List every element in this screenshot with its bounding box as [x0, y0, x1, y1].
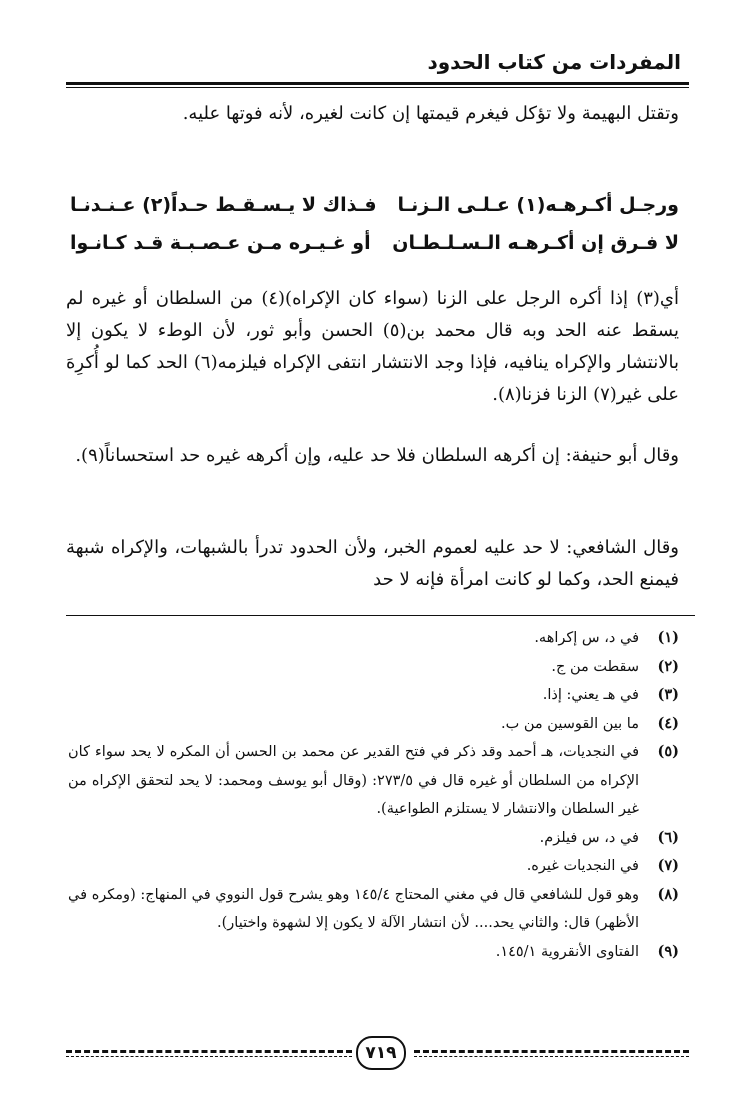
footnote-number: (٤) [657, 714, 679, 732]
verse-2-first-hemistich: لا فـرق إن أكـرهـه الـسـلـطـان [392, 232, 679, 254]
header-rule-thick [66, 82, 689, 85]
footnote-item [68, 852, 679, 881]
paragraph-1: وتقتل البهيمة ولا تؤكل فيغرم قيمتها إن كانت لغيره، لأنه فوتها عليه. [182, 103, 679, 124]
footnote-item [68, 624, 679, 653]
footer-ornament-left-thin [66, 1056, 352, 1057]
verse-2-second-hemistich: أو غـيـره مـن عـصـبـة قـد كـانـوا [70, 232, 371, 254]
footnote-number: (٣) [657, 686, 679, 703]
footnote-number: (٧) [657, 857, 679, 874]
footnote-text: في النجديات، هـ أحمد وقد ذكر في فتح القدير عن محمد بن الحسن أن المكره لا يحد سواء كان الإكراه من السلطان أو غيره قال في ٢٧٣/٥: (وقال أبو يوسف ومحمد: لا يحد لتحقق الإكراه من غير السلطان والانتشار لا يستلزم الطواعية). [68, 744, 640, 817]
header-rule-thin [66, 87, 689, 88]
footnote-item [68, 710, 679, 739]
footnote-text: سقطت من ج. [551, 658, 639, 675]
verse-1-first-hemistich: ورجـل أكـرهـه(١) عـلـى الـزنـا [397, 194, 679, 216]
footnote-text: في د، س فيلزم. [539, 829, 639, 846]
footnote-text: ما بين القوسين من ب. [501, 715, 639, 732]
footnote-number: (٦) [657, 828, 679, 846]
footnote-item [68, 938, 679, 967]
footnote-number: (٨) [657, 885, 679, 903]
footnote-number: (٩) [657, 942, 679, 960]
header-title: المفردات من كتاب الحدود [427, 50, 681, 74]
verse-1-second-hemistich: فـذاك لا يـسـقـط حـداً(٢) عـنـدنـا [70, 194, 377, 216]
paragraph-4: وقال الشافعي: لا حد عليه لعموم الخبر، ولأن الحدود تدرأ بالشبهات، والإكراه شبهة فيمنع الحد، وكما لو كانت امرأة فإنه لا حد [66, 537, 679, 590]
footnote-text: في هـ يعني: إذا. [542, 687, 639, 703]
footnote-number: (١) [657, 629, 679, 646]
running-header [66, 44, 689, 84]
footnote-item [68, 881, 679, 938]
footnote-item [68, 681, 679, 710]
footnote-text: وهو قول للشافعي قال في مغني المحتاج ١٤٥/٤ وهو يشرح قول النووي في المنهاج: (ومكره في الأظهر) قال: والثاني يحد.... لأن انتشار الآلة لا يكون إلا لشهوة واختيار). [68, 886, 639, 931]
footnote-separator [66, 615, 695, 616]
page-number: ٧١٩ [356, 1036, 406, 1070]
page-footer [66, 1034, 689, 1074]
footnote-text: الفتاوى الأنقروية ١٤٥/١. [495, 943, 639, 960]
verse-line-2 [70, 232, 679, 268]
footer-ornament-left [66, 1050, 352, 1053]
footnote-text: في د، س إكراهه. [534, 630, 639, 646]
footnotes-list [68, 624, 679, 966]
footer-ornament-right [414, 1050, 689, 1053]
footer-ornament-right-thin [414, 1056, 689, 1057]
footnote-item [68, 738, 679, 824]
footnote-item [68, 824, 679, 853]
footnote-number: (٥) [657, 743, 679, 760]
verse-line-1 [70, 194, 679, 230]
footnote-item [68, 653, 679, 682]
paragraph-2: أي(٣) إذا أكره الرجل على الزنا (سواء كان الإكراه)(٤) من السلطان أو غيره لم يسقط عنه الحد وبه قال محمد بن(٥) الحسن وأبو ثور، لأن الوطء لا يكون إلا بالانتشار والإكراه ينافيه، فإذا وجد الانتشار انتفى الإكراه فيلزمه(٦) الحد كما لو أُكرِهَ على غير(٧) الزنا فزنا(٨). [66, 288, 680, 405]
footnote-number: (٢) [657, 657, 679, 675]
footnote-text: في النجديات غيره. [526, 858, 639, 874]
paragraph-3: وقال أبو حنيفة: إن أكرهه السلطان فلا حد عليه، وإن أكرهه غيره حد استحساناً(٩). [75, 445, 679, 466]
